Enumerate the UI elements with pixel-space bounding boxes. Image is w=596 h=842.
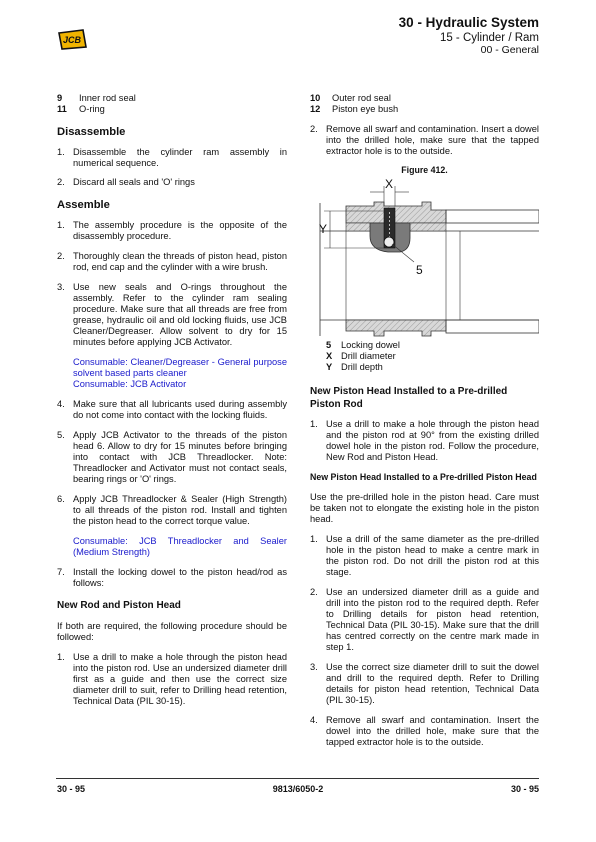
intro-text: If both are required, the following procedure should be followed: <box>57 620 287 642</box>
right-column <box>310 93 539 748</box>
figure-legend <box>326 340 539 373</box>
list-item: 7. Install the locking dowel to the piston head/rod as follows: <box>57 567 287 588</box>
footer-divider <box>56 778 539 779</box>
parts-list <box>310 93 539 115</box>
list-item: 2. Discard all seals and 'O' rings <box>57 177 195 187</box>
figure-drawing <box>310 178 539 338</box>
list-item: X Drill diameter <box>326 351 396 361</box>
list-item: 6. Apply JCB Threadlocker & Sealer (High Strength) to all threads of the piston rod. Install and tighten the piston head to the correct torque value. Consumable: JCB Threadlocker and Sealer (Medium Strength) <box>57 494 287 557</box>
list-item: 2. Remove all swarf and contamination. Insert a dowel into the drilled hole, make sure that the tapped extractor hole is to the outside. <box>310 124 539 156</box>
consumable-note: Consumable: JCB Activator <box>73 379 187 389</box>
section-heading-disassemble: Disassemble <box>57 126 126 138</box>
consumable-note: Consumable: Cleaner/Degreaser - General purpose solvent based parts cleaner <box>73 357 287 378</box>
list-item: 4. Make sure that all lubricants used during assembly do not come into contact with the locking fluids. <box>57 399 287 420</box>
document-number: 9813/6050-2 <box>272 784 324 794</box>
dimension-x-label: X <box>384 178 394 191</box>
section-heading-new-piston: New Piston Head Installed to a Pre-drilled Piston Rod <box>310 386 508 410</box>
list-item: 11 O-ring <box>57 104 105 114</box>
callout-5-label: 5 <box>416 263 423 277</box>
figure-title: Figure 412. <box>401 165 448 175</box>
list-item: 3. Use new seals and O-rings throughout the assembly. Refer to the cylinder ram sealing procedure. Make sure that all threads are free from grease, hydraulic oil and old locking fluids, use JCB Cleaner/Degreaser. Allow solvent to dry for 15 minutes before applying JCB Activator. Consumable: Cleaner/Degreaser - General purpose solvent based parts cleaner Consumable: JCB Activator <box>57 282 287 389</box>
section-heading-new-rod: New Rod and Piston Head <box>57 600 181 611</box>
list-item: 1. Disassemble the cylinder ram assembly in numerical sequence. <box>57 147 287 168</box>
new-rod-steps <box>57 652 287 707</box>
section-heading-assemble: Assemble <box>57 199 110 211</box>
assemble-steps <box>57 220 287 589</box>
list-item: 1. Use a drill to make a hole through the piston head and the piston rod at 90° from the existing drilled dowel hole in the piston rod. Follow the procedure, New Rod and Piston Head. <box>310 419 539 462</box>
parts-list <box>57 93 287 115</box>
dimension-y-label: Y <box>319 222 328 236</box>
list-item: 12 Piston eye bush <box>310 104 399 114</box>
new-piston-steps <box>310 419 539 463</box>
list-item: 5. Apply JCB Activator to the threads of the piston head 6. Allow to dry for 15 minutes before bringing into contact with JCB Threadlocker. Note: Threadlocker and Activator must not contact seals, bearing rings or 'O' rings. <box>57 430 287 484</box>
list-item: 2. Thoroughly clean the threads of piston head, piston rod, end cap and the cylinder with a wire brush. <box>57 251 287 272</box>
list-item: 10 Outer rod seal <box>310 93 391 103</box>
list-item: 1. Use a drill of the same diameter as the pre-drilled hole in the piston head to make a centre mark in the piston rod. Do not drill the piston rod at this stage. <box>310 534 539 577</box>
jcb-logo <box>56 27 88 51</box>
list-item: Y Drill depth <box>326 362 383 372</box>
svg-text:JCB: JCB <box>62 35 82 45</box>
intro-text: Use the pre-drilled hole in the piston head. Care must be taken not to elongate the existing hole in the piston head. <box>310 492 539 524</box>
list-item: 4. Remove all swarf and contamination. Insert the dowel into the drilled hole, make sure that the tapped extractor hole is to the outside. <box>310 715 539 747</box>
page-subtitle: 15 - Cylinder / Ram <box>439 32 539 44</box>
page-section: 00 - General <box>480 44 539 56</box>
list-item: 1. The assembly procedure is the opposite of the disassembly procedure. <box>57 220 287 241</box>
list-item: 1. Use a drill to make a hole through the piston head into the piston rod. Use an undersized diameter drill first as a guide and then use the correct size diameter drill to suit, refer to Drilling head retention, Technical Data (PIL 30-15). <box>57 651 287 706</box>
list-item: 2. Use an undersized diameter drill as a guide and drill into the piston rod to the required depth. Refer to Drilling details for piston head retention, Technical Data (PIL 30-15). Make sure that the drill has centred correctly on the centre mark made in step 1. <box>310 587 539 652</box>
page-number-left: 30 - 95 <box>57 784 86 794</box>
pre-drilled-steps <box>310 534 539 748</box>
list-item: 5 Locking dowel <box>326 340 400 350</box>
list-item: 3. Use the correct size diameter drill to suit the dowel and drill to the required depth. Refer to Drilling details for piston head retention, Technical Data (PIL 30-15). <box>310 662 539 705</box>
step-2-list <box>310 124 539 157</box>
left-column <box>57 93 287 707</box>
consumable-note: Consumable: JCB Threadlocker and Sealer (Medium Strength) <box>73 536 287 557</box>
disassemble-steps <box>57 147 287 188</box>
cylinder-section-diagram <box>310 178 539 338</box>
subsection-heading: New Piston Head Installed to a Pre-drilled Piston Head <box>310 472 537 482</box>
page-title: 30 - Hydraulic System <box>398 15 539 30</box>
page-number-right: 30 - 95 <box>510 784 539 794</box>
list-item: 9 Inner rod seal <box>57 93 136 103</box>
